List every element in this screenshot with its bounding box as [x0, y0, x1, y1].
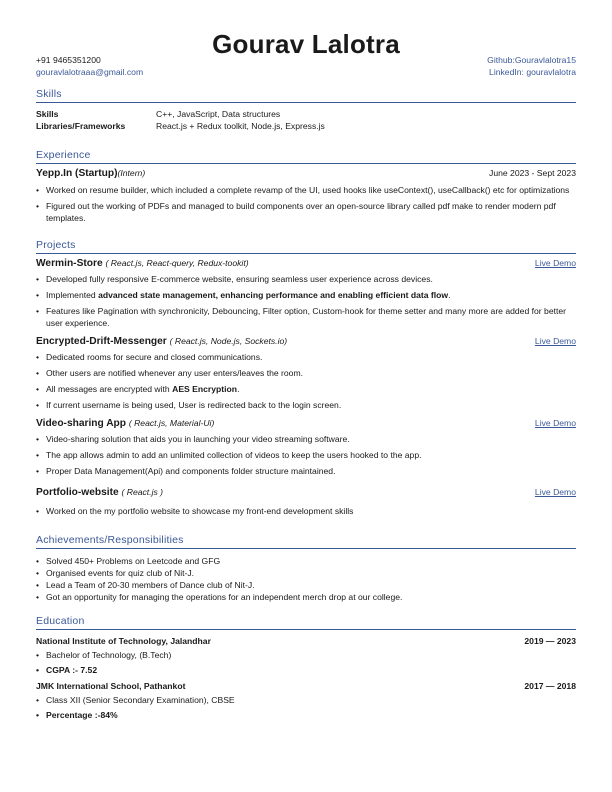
- project-name: Portfolio-website: [36, 487, 119, 498]
- education-details: [36, 649, 576, 676]
- live-demo-link[interactable]: Live Demo: [534, 418, 576, 428]
- list-item: • Percentage :-84%: [36, 709, 576, 721]
- contact-right: [487, 54, 576, 78]
- skills-list: [36, 108, 576, 132]
- project-name: Encrypted-Drift-Messenger: [36, 336, 167, 347]
- list-item: • The app allows admin to add an unlimited collection of videos to keep the users hooked to the app.: [36, 449, 576, 461]
- list-item: • If current username is being used, User is redirected back to the login screen.: [36, 399, 576, 411]
- projects-section-title: Projects: [36, 239, 576, 254]
- school-name: JMK International School, Pathankot: [36, 681, 186, 691]
- company-name: Yepp.In (Startup): [36, 168, 118, 179]
- list-item: • Organised events for quiz club of Nit-J.: [36, 567, 576, 579]
- project-name: Video-sharing App: [36, 418, 126, 429]
- list-item: • Implemented advanced state management, enhancing performance and enabling efficient data flow.: [36, 289, 576, 301]
- project-stack: ( React.js ): [121, 487, 164, 497]
- project-head-portfolio: [36, 487, 576, 498]
- project-head-drift: [36, 336, 576, 347]
- live-demo-link[interactable]: Live Demo: [534, 258, 576, 268]
- experience-date: June 2023 - Sept 2023: [489, 168, 576, 178]
- education-years: 2019 — 2023: [524, 636, 576, 646]
- list-item: • Figured out the working of PDFs and managed to build components over an open-source library called pdf make to render modern pdf templates.: [36, 200, 576, 224]
- project-title: [36, 336, 287, 347]
- live-demo-link[interactable]: Live Demo: [534, 487, 576, 497]
- list-item: • Developed fully responsive E-commerce website, ensuring seamless user experience across devices.: [36, 273, 576, 285]
- list-item: • Worked on the my portfolio website to showcase my front-end development skills: [36, 505, 576, 517]
- skills-value: C++, JavaScript, Data structures: [156, 109, 281, 119]
- project-bullets: [36, 273, 576, 329]
- list-item: • Solved 450+ Problems on Leetcode and GFG: [36, 555, 576, 567]
- list-item: • CGPA :- 7.52: [36, 664, 576, 676]
- experience-bullets: [36, 184, 576, 224]
- project-title: [36, 258, 249, 269]
- github-link[interactable]: Github:Gouravlalotra15: [487, 55, 576, 65]
- contact-left: [36, 54, 143, 78]
- resume-header: [36, 29, 576, 81]
- education-entry-head: [36, 636, 576, 646]
- list-item: • All messages are encrypted with AES Encryption.: [36, 383, 576, 395]
- list-item: • Proper Data Management(Api) and components folder structure maintained.: [36, 465, 576, 477]
- skills-label: Libraries/Frameworks: [36, 121, 126, 131]
- list-item: • Features like Pagination with synchronicity, Debouncing, Filter option, Custom-hook for theme setter and many more are added for better user experience.: [36, 305, 576, 329]
- project-head-wermin: [36, 258, 576, 269]
- linkedin-link[interactable]: LinkedIn: gouravlalotra: [489, 67, 576, 77]
- project-head-video: [36, 418, 576, 429]
- achievements-list: [36, 555, 576, 603]
- experience-company: [36, 168, 145, 179]
- list-item: • Dedicated rooms for secure and closed communications.: [36, 351, 576, 363]
- skills-label: Skills: [36, 109, 59, 119]
- education-details: [36, 694, 576, 721]
- project-bullets: [36, 433, 576, 477]
- phone-number: +91 9465351200: [36, 55, 101, 65]
- live-demo-link[interactable]: Live Demo: [534, 336, 576, 346]
- skills-value: React.js + Redux toolkit, Node.js, Express.js: [156, 121, 325, 131]
- list-item: • Video-sharing solution that aids you in launching your video streaming software.: [36, 433, 576, 445]
- school-name: National Institute of Technology, Jalandhar: [36, 636, 211, 646]
- project-stack: ( React.js, React-query, Redux-tookit): [105, 258, 249, 268]
- list-item: • Lead a Team of 20-30 members of Dance club of Nit-J.: [36, 579, 576, 591]
- project-stack: ( React.js, Material-Ui): [128, 418, 215, 428]
- experience-entry-head: [36, 168, 576, 179]
- email-link[interactable]: gouravlalotraaa@gmail.com: [36, 67, 144, 77]
- project-title: [36, 487, 163, 498]
- project-bullets: [36, 505, 576, 517]
- skills-section-title: Skills: [36, 88, 576, 103]
- experience-role: (Intern): [117, 168, 146, 178]
- list-item: • Other users are notified whenever any user enters/leaves the room.: [36, 367, 576, 379]
- project-title: [36, 418, 214, 429]
- list-item: • Bachelor of Technology, (B.Tech): [36, 649, 576, 661]
- education-years: 2017 — 2018: [524, 681, 576, 691]
- skills-row: [36, 120, 576, 132]
- candidate-name: Gourav Lalotra: [212, 29, 400, 59]
- achievements-section-title: Achievements/Responsibilities: [36, 534, 576, 549]
- project-name: Wermin-Store: [36, 258, 103, 269]
- skills-row: [36, 108, 576, 120]
- education-section-title: Education: [36, 615, 576, 630]
- project-stack: ( React.js, Node.js, Sockets.io): [169, 336, 288, 346]
- list-item: • Class XII (Senior Secondary Examination), CBSE: [36, 694, 576, 706]
- list-item: • Got an opportunity for managing the operations for an independent merch drop at our college.: [36, 591, 576, 603]
- project-bullets: [36, 351, 576, 411]
- experience-section-title: Experience: [36, 149, 576, 164]
- education-entry-head: [36, 681, 576, 691]
- list-item: • Worked on resume builder, which included a complete revamp of the UI, used hooks like useContext(), useCallback() etc for optimizations: [36, 184, 576, 196]
